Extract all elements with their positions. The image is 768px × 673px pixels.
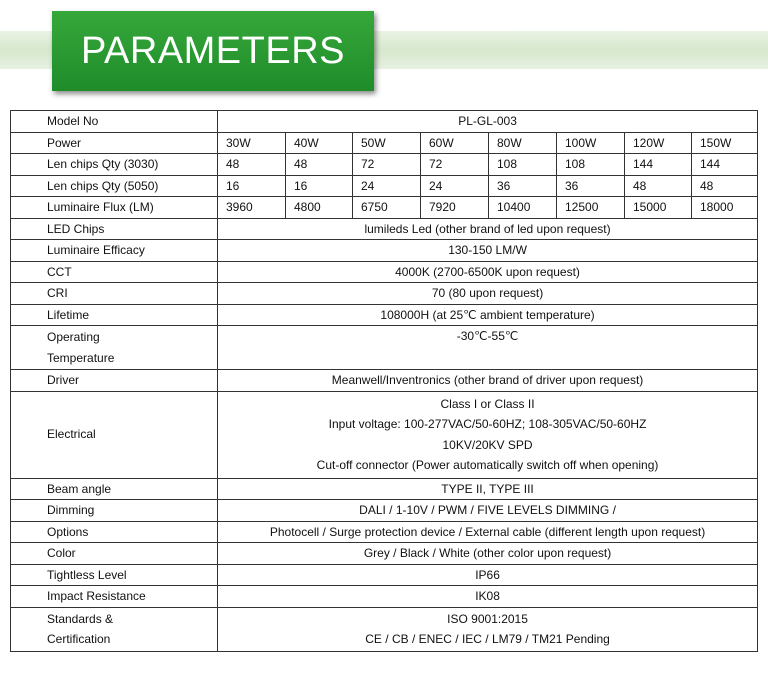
table-row: [11, 283, 758, 305]
table-cell: 10400: [489, 197, 557, 219]
standards-line: CE / CB / ENEC / IEC / LM79 / TM21 Pending: [365, 632, 610, 646]
row-label-line: Temperature: [47, 350, 115, 365]
table-cell: 72: [421, 154, 489, 176]
table-cell: 48: [286, 154, 353, 176]
table-cell: 144: [692, 154, 758, 176]
row-value: 4000K (2700-6500K upon request): [218, 261, 758, 283]
row-value: TYPE II, TYPE III: [218, 478, 758, 500]
table-row: [11, 304, 758, 326]
row-value: Meanwell/Inventronics (other brand of driver upon request): [218, 370, 758, 392]
table-row: [11, 521, 758, 543]
table-cell: 3960: [218, 197, 286, 219]
table-cell: 16: [286, 175, 353, 197]
table-cell: 108: [557, 154, 625, 176]
row-value: IK08: [218, 586, 758, 608]
row-label: CRI: [11, 283, 218, 305]
row-value: Grey / Black / White (other color upon request): [218, 543, 758, 565]
row-label-line: Operating: [47, 330, 100, 344]
row-value: DALI / 1-10V / PWM / FIVE LEVELS DIMMING /: [218, 500, 758, 522]
row-value: 130-150 LM/W: [218, 240, 758, 262]
table-cell: 80W: [489, 132, 557, 154]
table-row: [11, 175, 758, 197]
row-label-line: Certification: [47, 632, 111, 646]
table-cell: 6750: [353, 197, 421, 219]
row-label: Luminaire Efficacy: [11, 240, 218, 262]
table-cell: 60W: [421, 132, 489, 154]
electrical-line: Class I or Class II: [440, 396, 535, 411]
table-row: [11, 500, 758, 522]
table-row: [11, 370, 758, 392]
table-row: [11, 240, 758, 262]
table-row: [11, 111, 758, 133]
row-label: CCT: [11, 261, 218, 283]
table-row: [11, 391, 758, 478]
table-cell: 7920: [421, 197, 489, 219]
row-label: Beam angle: [11, 478, 218, 500]
row-label: LED Chips: [11, 218, 218, 240]
table-row: [11, 261, 758, 283]
table-cell: 100W: [557, 132, 625, 154]
table-cell: 30W: [218, 132, 286, 154]
row-label: Lifetime: [11, 304, 218, 326]
row-label: Luminaire Flux (LM): [11, 197, 218, 219]
table-cell: 48: [625, 175, 692, 197]
table-cell: 24: [353, 175, 421, 197]
row-value: lumileds Led (other brand of led upon request): [218, 218, 758, 240]
table-row: [11, 478, 758, 500]
row-value: Photocell / Surge protection device / External cable (different length upon request): [218, 521, 758, 543]
table-cell: 15000: [625, 197, 692, 219]
table-cell: 120W: [625, 132, 692, 154]
row-label: [11, 326, 218, 370]
table-cell: 50W: [353, 132, 421, 154]
table-cell: 108: [489, 154, 557, 176]
table-cell: 36: [489, 175, 557, 197]
row-value: 108000H (at 25℃ ambient temperature): [218, 304, 758, 326]
table-row: [11, 586, 758, 608]
table-cell: 36: [557, 175, 625, 197]
row-label: Tightless Level: [11, 564, 218, 586]
table-row: [11, 218, 758, 240]
header-banner: [52, 11, 374, 91]
table-row: [11, 564, 758, 586]
table-row: [11, 543, 758, 565]
table-cell: 72: [353, 154, 421, 176]
standards-line: ISO 9001:2015: [447, 611, 528, 626]
electrical-line: Cut-off connector (Power automatically switch off when opening): [316, 458, 659, 472]
page-title: PARAMETERS: [80, 29, 345, 72]
electrical-line: Input voltage: 100-277VAC/50-60HZ; 108-305VAC/50-60HZ: [328, 417, 647, 431]
table-row: [11, 326, 758, 370]
row-value: [218, 391, 758, 478]
row-label: Dimming: [11, 500, 218, 522]
table-row: [11, 154, 758, 176]
table-cell: 24: [421, 175, 489, 197]
table-cell: 150W: [692, 132, 758, 154]
row-label: Color: [11, 543, 218, 565]
row-value: [218, 607, 758, 651]
table-cell: 18000: [692, 197, 758, 219]
row-label: Model No: [11, 111, 218, 133]
row-label: Driver: [11, 370, 218, 392]
row-label: Options: [11, 521, 218, 543]
row-label: Impact Resistance: [11, 586, 218, 608]
row-label: Len chips Qty (3030): [11, 154, 218, 176]
table-cell: 4800: [286, 197, 353, 219]
parameters-table: [10, 110, 758, 652]
table-row: [11, 132, 758, 154]
electrical-line: 10KV/20KV SPD: [442, 437, 533, 452]
row-label: Electrical: [11, 391, 218, 478]
row-label: Len chips Qty (5050): [11, 175, 218, 197]
table-cell: 16: [218, 175, 286, 197]
row-label: Power: [11, 132, 218, 154]
table-cell: 12500: [557, 197, 625, 219]
row-value: -30℃-55℃: [218, 326, 758, 370]
row-value: 70 (80 upon request): [218, 283, 758, 305]
table-cell: 40W: [286, 132, 353, 154]
row-label-line: Standards &: [47, 611, 114, 626]
table-row: [11, 607, 758, 651]
row-label: [11, 607, 218, 651]
table-row: [11, 197, 758, 219]
table-cell: 48: [218, 154, 286, 176]
row-value: IP66: [218, 564, 758, 586]
table-cell: 48: [692, 175, 758, 197]
table-cell: 144: [625, 154, 692, 176]
row-value: PL-GL-003: [218, 111, 758, 133]
